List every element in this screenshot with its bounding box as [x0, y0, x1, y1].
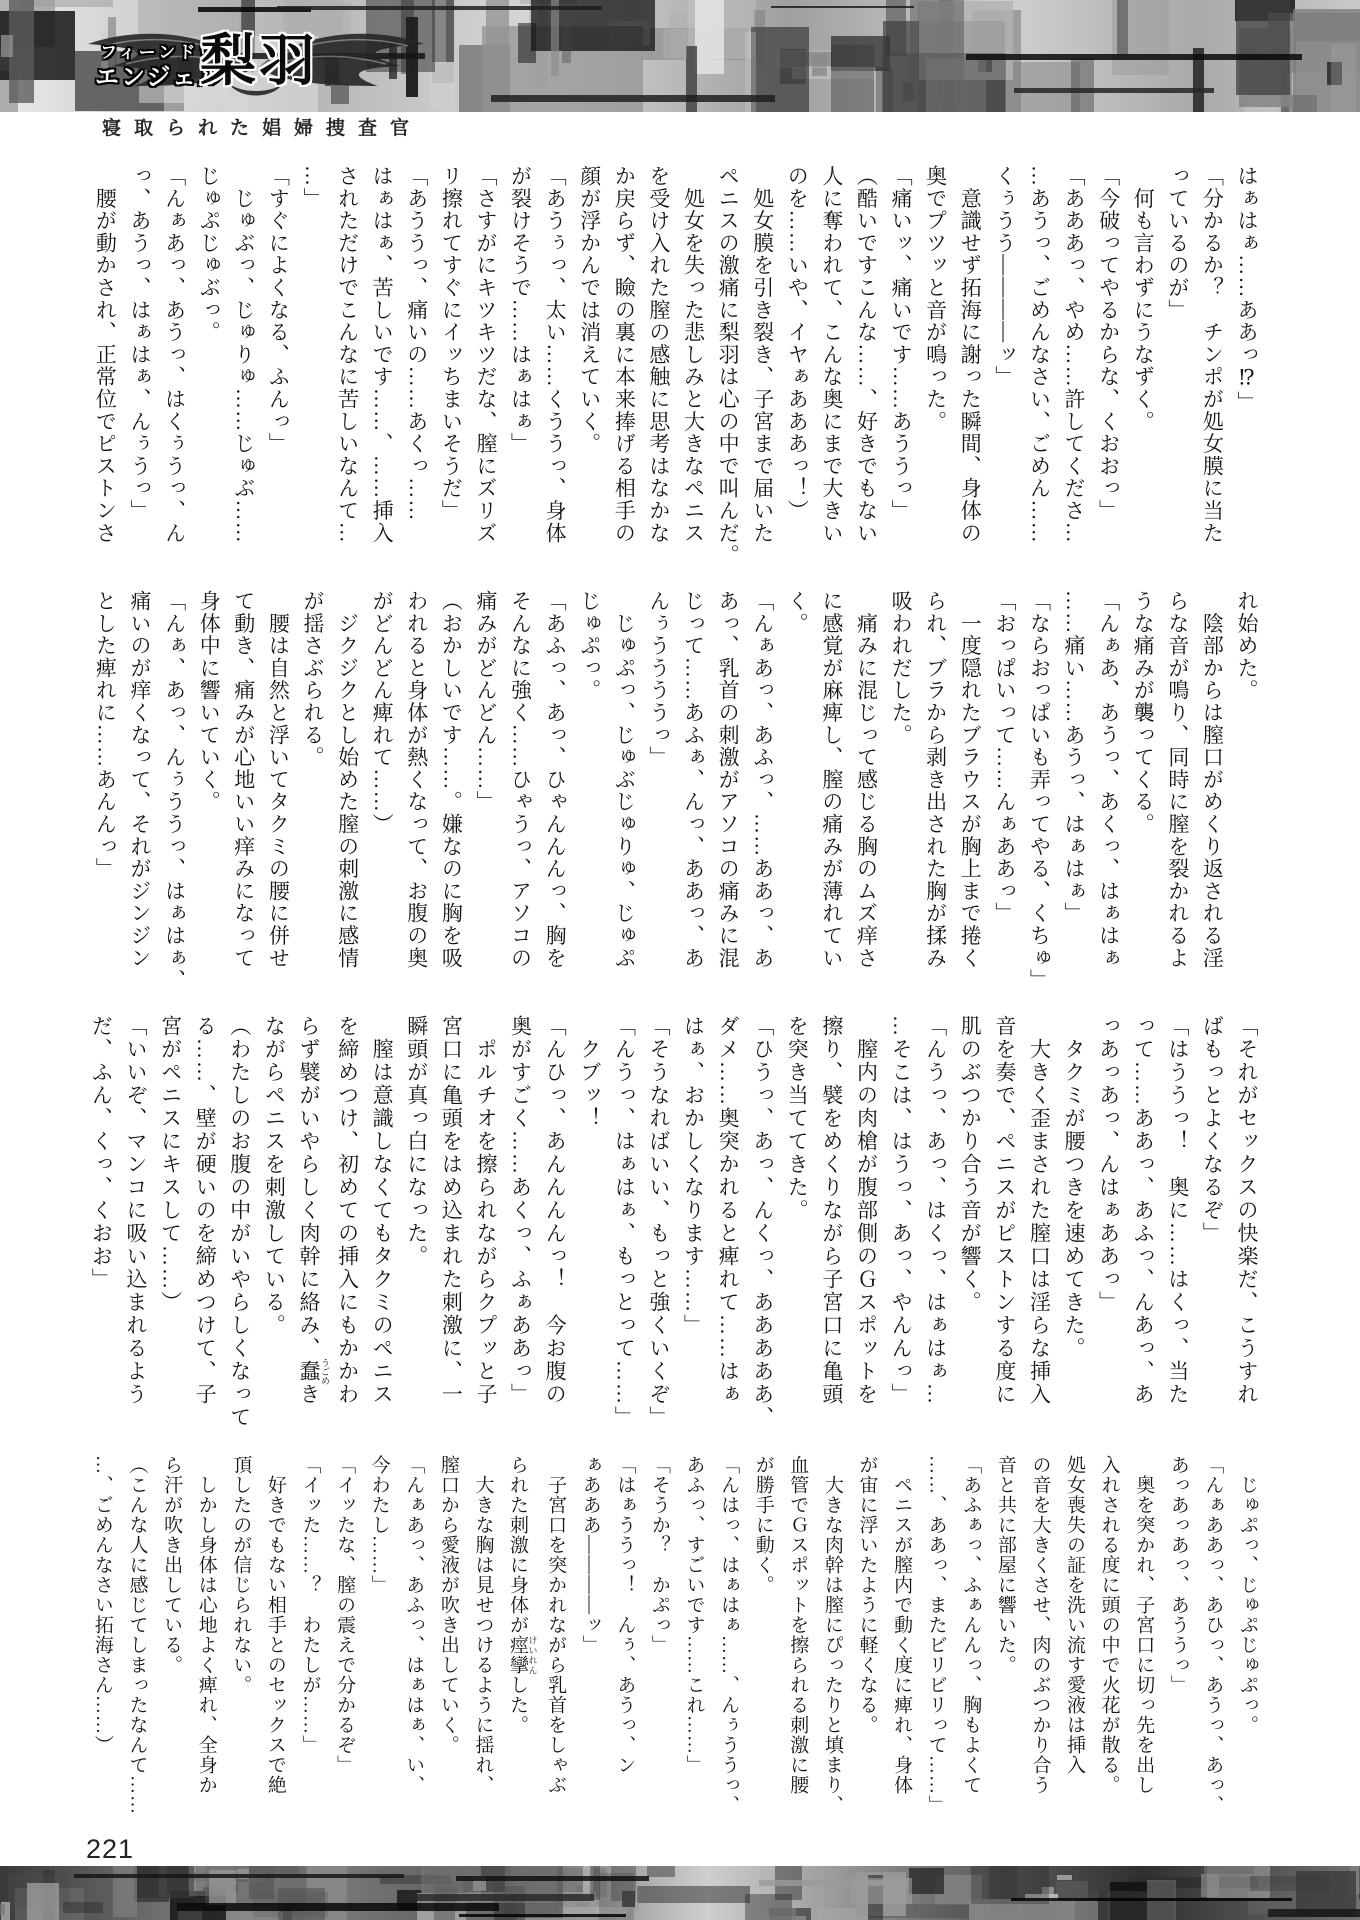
text-column: あっあっあっ、あううっ」 — [1167, 1455, 1189, 1695]
title-logo — [88, 0, 428, 112]
text-column: ジクジクとし始めた膣の刺激に感情 — [335, 590, 360, 970]
text-column: 宮口に亀頭をはめ込まれた刺激に、一 — [439, 1015, 464, 1406]
text-column: 「ならおっぱいも弄ってやる、くちゅ」 — [1027, 590, 1052, 992]
text-column: 大きな肉幹は膣にぴったりと填まり、 — [821, 1455, 843, 1815]
text-column: くぅうう――――ッ」 — [992, 165, 1017, 388]
text-column: 「んぁあ、あうっ、あくっ、はぁはぁ — [1096, 590, 1121, 970]
logo-reading-line1: フィーンドウ — [100, 43, 219, 62]
text-column: 「イッた……？ わたしが……」 — [299, 1455, 321, 1755]
text-column: （酷いですこんな……、好きでもない — [854, 165, 879, 545]
text-column: だ、ふん、くっ、くおお」 — [89, 1015, 114, 1291]
text-column: 意識せず拓海に謝った瞬間、身体の — [958, 165, 983, 545]
text-column: 「痛いッ、痛いです……あううっ」 — [889, 165, 914, 522]
text-column: 擦り、襞をめくりながら子宮口に亀頭 — [819, 1015, 844, 1406]
text-column: あっ、乳首の刺激がアソコの痛みに混 — [716, 590, 741, 970]
text-column: 陰部からは膣口がめくり返される淫 — [1200, 590, 1225, 970]
text-column: 身体中に響いていく。 — [197, 590, 222, 813]
text-column: 「んひっ、あんんんんっ！ 今お腹の — [543, 1015, 568, 1406]
text-column: 奥を突かれ、子宮口に切っ先を出し — [1133, 1455, 1155, 1795]
text-band-2 — [86, 590, 1264, 992]
text-column: 膣は意識しなくてもタクミのペニス — [370, 1015, 395, 1406]
text-column: 「んぁああっ、あひっ、あうっ、あっ、 — [1202, 1455, 1224, 1815]
text-column: 入れされる度に頭の中で火花が散る。 — [1098, 1455, 1120, 1795]
text-band-1 — [86, 165, 1264, 583]
text-column: 腰は自然と浮いてタクミの腰に併せ — [266, 590, 291, 970]
text-column: 大きく歪まされた膣口は淫らな挿入 — [1027, 1015, 1052, 1406]
text-column: 「はううっ！ 奥に……はくっ、当た — [1165, 1015, 1190, 1406]
text-column: 吸われだした。 — [889, 590, 914, 747]
text-column: 「あふっ、あっ、ひゃんんんっ、胸を — [543, 590, 568, 970]
text-column: ポルチオを擦られながらクプッと子 — [473, 1015, 498, 1406]
text-column: ペニスの激痛に梨羽は心の中で叫んだ。 — [716, 165, 741, 567]
text-column: ばもっとよくなるぞ」 — [1200, 1015, 1225, 1245]
text-column: じゅぷっ、じゅぷじゅぷっ。 — [1237, 1455, 1258, 1735]
text-column: ぁあああ――――ッ」 — [579, 1455, 601, 1655]
text-column: 「んぁ、あっ、んぅううっ、はぁはぁ、 — [162, 590, 187, 992]
text-column: クブッ！ — [577, 1015, 602, 1130]
text-column: 「んうっ、はぁはぁ、もっとって……」 — [612, 1015, 637, 1429]
text-column: を締めつけ、初めての挿入にもかかわ — [335, 1015, 360, 1406]
text-column: らず襞がいやらしく肉幹に絡み、蠢 うごめき — [296, 1015, 330, 1406]
text-column: が裂けそうで……はぁはぁ」 — [508, 165, 533, 455]
text-column: られ、ブラから剥き出された胸が揉み — [923, 590, 948, 970]
text-column: …そこは、はうっ、あっ、やんんっ」 — [889, 1015, 914, 1406]
text-column: 好きでもない相手とのセックスで絶 — [264, 1455, 286, 1795]
text-column: 「イッたな、膣の震えで分かるぞ」 — [334, 1455, 356, 1775]
text-column: く。 — [785, 590, 810, 635]
text-column: 処女膜を引き裂き、子宮まで届いた — [750, 165, 775, 545]
text-column: うな痛みが襲ってくる。 — [1131, 590, 1156, 836]
text-column: ペニスが膣内で動く度に痺れ、身体 — [891, 1455, 913, 1795]
text-column: 「分かるか？ チンポが処女膜に当た — [1200, 165, 1225, 545]
text-column: 子宮口を突かれながら乳首をしゃぶ — [545, 1455, 567, 1795]
text-column: じゅぷじゅぶっ。 — [197, 165, 222, 344]
page-number: 221 — [86, 1834, 135, 1864]
text-column: 「いいぞ、マンコに吸い込まれるよう — [124, 1015, 148, 1406]
text-column: のを……いや、イヤぁあああっ！） — [785, 165, 810, 522]
text-column: っ、あうっ、はぁはぁ、んぅうっ」 — [128, 165, 152, 522]
text-column: 何も言わずにうなずく。 — [1131, 165, 1156, 433]
text-column: リ擦れてすぐにイッちまいそうだ」 — [439, 165, 464, 522]
text-column: る……、壁が硬いのを締めつけて、子 — [193, 1015, 218, 1406]
text-column: ながらペニスを刺激している。 — [262, 1015, 287, 1337]
text-column: 「んぁあっ、あうっ、はくぅうっ、ん — [162, 165, 187, 545]
text-column: 「あうぅっ、太い……くううっ、身体 — [543, 165, 568, 545]
text-column: 「んぁあっ、あふっ、はぁはぁ、い、 — [403, 1455, 425, 1795]
text-column: 痛いのが痒くなって、それがジンジン — [128, 590, 152, 970]
text-column: はぁはぁ、苦しいです……、……挿入 — [370, 165, 395, 545]
text-column: か戻らず、瞼の裏に本来捧げる相手の — [612, 165, 637, 545]
logo-reading-line2: エンジェル — [95, 64, 224, 91]
text-column: 痛みがどんどん……」 — [473, 590, 498, 813]
text-column: っているのが」 — [1165, 165, 1190, 322]
text-column: が揺さぶられる。 — [300, 590, 325, 769]
text-column: 「今破ってやるからな、くおおっ」 — [1096, 165, 1121, 522]
text-column: を突き当ててきた。 — [785, 1015, 810, 1222]
text-column: じゅぷっ。 — [577, 590, 602, 702]
text-column: 「あううっ、痛いの……あくっ…… — [404, 165, 429, 522]
text-column: ダメ……奥突かれると痺れて……はぁ — [716, 1015, 741, 1406]
text-column: が宙に浮いたように軽くなる。 — [856, 1455, 878, 1735]
text-column: 一度隠れたブラウスが胸上まで捲く — [958, 590, 983, 970]
text-column: 顔が浮かんでは消えていく。 — [577, 165, 602, 455]
text-column: が勝手に動く。 — [752, 1455, 774, 1595]
text-column: 「はぁううっ！ んぅ、あうっ、ン — [614, 1455, 636, 1775]
text-column: らな音が鳴り、同時に膣を裂かれるよ — [1165, 590, 1190, 970]
text-column: 血管でＧスポットを擦られる刺激に腰 — [787, 1455, 809, 1795]
text-column: の音を大きくさせ、肉のぶつかり合う — [1029, 1455, 1051, 1795]
text-column: 瞬頭が真っ白になった。 — [404, 1015, 429, 1268]
text-column: を受け入れた膣の感触に思考はなかな — [646, 165, 671, 545]
text-column: られた刺激に身体が痙攣 けいれんした。 — [507, 1455, 538, 1735]
text-column: 音を奏で、ペニスがピストンする度に — [992, 1015, 1017, 1406]
text-column: 奥でプツッと音が鳴った。 — [923, 165, 948, 433]
text-column: （こんな人に感じてしまったなんて…… — [126, 1455, 148, 1815]
text-column: （おかしいです……。嫌なのに胸を吸 — [439, 590, 464, 970]
text-column: 腰が動かされ、正常位でピストンさ — [93, 165, 118, 545]
text-column: 肌のぶつかり合う音が響く。 — [958, 1015, 983, 1314]
text-column: 大きな胸は見せつけるように揺れ、 — [472, 1455, 494, 1795]
text-column: 宮がペニスにキスして……） — [158, 1015, 183, 1314]
bottom-glitch-banner — [0, 1866, 1360, 1920]
text-column: はぁ、おかしくなります……」 — [681, 1015, 706, 1337]
text-column: 「そうなればいい、もっと強くいくぞ」 — [646, 1015, 671, 1429]
text-column: 「さすがにキツキツだな、膣にズリズ — [473, 165, 498, 545]
text-column: されただけでこんなに苦しいなんて… — [335, 165, 360, 545]
text-column: 「おっぱいって……んぁああっ」 — [992, 590, 1017, 925]
text-column: んぅううううっ」 — [646, 590, 671, 769]
text-column: 「んはっ、はぁはぁ……、んぅううっ、 — [718, 1455, 740, 1815]
text-column: …」 — [300, 165, 325, 210]
text-column: 音と共に部屋に響いた。 — [994, 1455, 1016, 1675]
text-column: に感覚が麻痺し、膣の痛みが薄れてい — [819, 590, 844, 970]
text-column: 「あああっ、やめ……許してくださ… — [1062, 165, 1087, 545]
text-band-4 — [86, 1455, 1264, 1823]
text-column: て動き、痛みが心地いい痒みになって — [231, 590, 256, 970]
text-column: れ始めた。 — [1235, 590, 1259, 702]
text-band-3 — [86, 1015, 1264, 1435]
text-column: 「んうっ、あっ、はくっ、はぁはぁ… — [923, 1015, 948, 1406]
text-column: そんなに強く……ひゃうっ、アソコの — [508, 590, 533, 970]
text-column: とした痺れに……あんんっ」 — [93, 590, 118, 880]
text-column: ……、ああっ、またビリビリって……」 — [925, 1455, 947, 1815]
text-column: …、ごめんなさい拓海さん……） — [91, 1455, 113, 1755]
text-column: ……痛い……あうっ、はぁはぁ」 — [1062, 590, 1087, 925]
text-column: 「すぐによくなる、ふんっ」 — [266, 165, 291, 455]
text-column: タクミが腰つきを速めてきた。 — [1062, 1015, 1087, 1360]
text-column: われると身体が熱くなって、お腹の奥 — [404, 590, 429, 970]
text-column: ら汗が吹き出している。 — [161, 1455, 183, 1675]
text-column: （わたしのお腹の中がいやらしくなって — [227, 1015, 252, 1429]
text-column: 今わたし……」 — [368, 1455, 390, 1595]
text-column: って……ああっ、あふっ、んあっ、あ — [1131, 1015, 1156, 1406]
text-column: 「それがセックスの快楽だ、こうすれ — [1235, 1015, 1259, 1406]
text-column: 「そうか？ かぷっ」 — [648, 1455, 670, 1655]
text-column: 「ひうっ、あっ、んくっ、あああああ、 — [750, 1015, 775, 1429]
text-column: じゅぶっ、じゅりゅ……じゅぶ…… — [231, 165, 256, 545]
text-column: 処女喪失の証を洗い流す愛液は挿入 — [1064, 1455, 1086, 1775]
text-column: はぁはぁ……ああっ⁉」 — [1235, 165, 1259, 414]
text-column: …あうっ、ごめんなさい、ごめん…… — [1027, 165, 1052, 545]
text-column: じゅぷっ、じゅぶじゅりゅ、じゅぷ — [612, 590, 637, 970]
text-column: じって……あふぁ、んっ、ああっ、あ — [681, 590, 706, 970]
text-column: 頂したのが信じられない。 — [230, 1455, 252, 1695]
text-column: 人に奪われて、こんな奥にまで大きい — [819, 165, 844, 545]
text-column: 痛みに混じって感じる胸のムズ痒さ — [854, 590, 879, 970]
text-column: っあっあっ、んはぁああっ」 — [1096, 1015, 1121, 1314]
text-column: 膣内の肉槍が腹部側のＧスポットを — [854, 1015, 879, 1406]
series-subtitle: 寝取られた娼婦捜査官 — [102, 118, 423, 139]
text-column: あふっ、すごいです……これ……」 — [683, 1455, 705, 1775]
text-column: しかし身体は心地よく痺れ、全身か — [195, 1455, 217, 1795]
text-column: 処女を失った悲しみと大きなペニス — [681, 165, 706, 545]
logo-title-kanji: 梨羽 — [200, 31, 318, 93]
text-column: がどんどん痺れて……） — [370, 590, 395, 836]
text-column: 「あふぁっ、ふぁんんっ、胸もよくて — [960, 1455, 982, 1795]
text-column: 「んぁあっ、あふっ、……ああっ、あ — [750, 590, 775, 970]
text-column: 奥がすごく……あくっ、ふぁああっ」 — [508, 1015, 533, 1406]
text-column: 膣口から愛液が吹き出していく。 — [437, 1455, 459, 1755]
